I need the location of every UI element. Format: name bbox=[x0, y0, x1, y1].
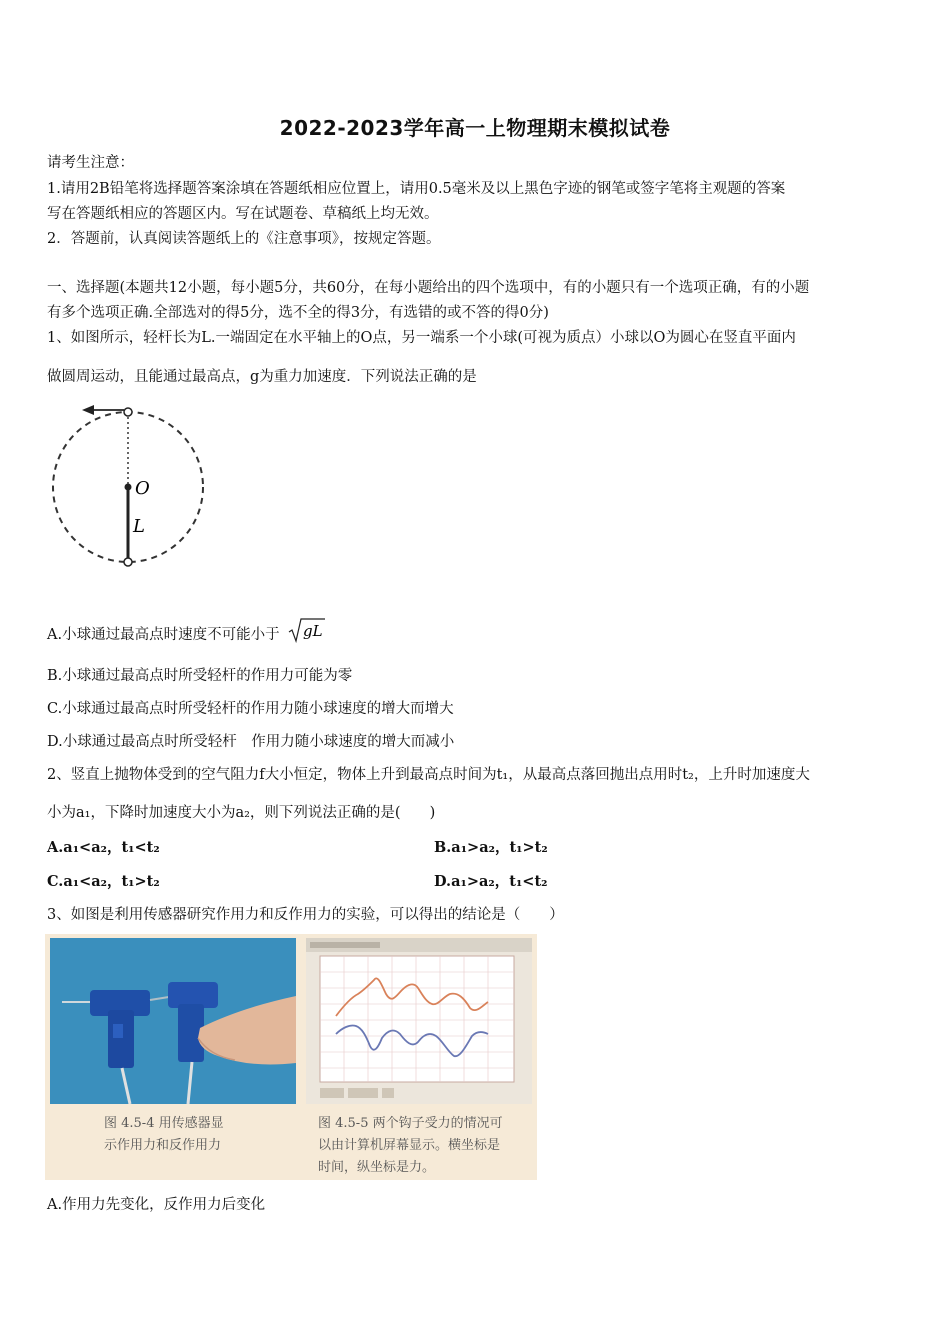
q3-stem: 3、如图是利用传感器研究作用力和反作用力的实验，可以得出的结论是（ ） bbox=[47, 907, 564, 923]
sqrt-gl-formula bbox=[288, 617, 326, 643]
caption-right-line-1: 图 4.5-5 两个钩子受力的情况可 bbox=[318, 1116, 503, 1131]
caption-right-line-3: 时间，纵坐标是力。 bbox=[318, 1160, 436, 1175]
q2-stem-line-1: 2、竖直上抛物体受到的空气阻力f大小恒定，物体上升到最高点时间为t₁，从最高点落回抛出点用时t₂，上升时加速度大 bbox=[47, 767, 810, 783]
page-title: 2022-2023学年高一上物理期末模拟试卷 bbox=[279, 116, 671, 140]
q2-option-b: B.a₁>a₂，t₁>t₂ bbox=[434, 839, 548, 856]
q1-option-c: C.小球通过最高点时所受轻杆的作用力随小球速度的增大而增大 bbox=[47, 701, 454, 717]
q2-option-c: C.a₁<a₂，t₁>t₂ bbox=[47, 873, 160, 890]
q1-option-a bbox=[47, 617, 326, 644]
caption-left-line-2: 示作用力和反作用力 bbox=[104, 1138, 222, 1153]
q1-stem-line-2: 做圆周运动，且能通过最高点，g为重力加速度．下列说法正确的是 bbox=[47, 369, 477, 385]
sensor-photo bbox=[50, 938, 296, 1104]
pivot-point bbox=[125, 484, 132, 491]
sqrt-sign-icon bbox=[288, 617, 326, 643]
ball-bottom bbox=[124, 558, 132, 566]
velocity-arrow-head bbox=[82, 405, 94, 415]
q1-stem-line-1: 1、如图所示，轻杆长为L.一端固定在水平轴上的O点，另一端系一个小球(可视为质点）小球以O为圆心在竖直平面内 bbox=[47, 330, 796, 346]
q2-option-d: D.a₁>a₂，t₁<t₂ bbox=[434, 873, 548, 890]
q2-option-a: A.a₁<a₂，t₁<t₂ bbox=[47, 839, 160, 856]
q2-stem-line-2: 小为a₁，下降时加速度大小为a₂，则下列说法正确的是( ) bbox=[47, 805, 436, 821]
sensor-illustration bbox=[50, 938, 296, 1104]
computer-screen-graph bbox=[306, 938, 532, 1104]
svg-text:gL: gL bbox=[303, 622, 323, 640]
notice-item-1-line-1: 1.请用2B铅笔将选择题答案涂填在答题纸相应位置上，请用0.5毫米及以上黑色字迹的钢笔或签字笔将主观题的答案 bbox=[47, 181, 786, 197]
ball-top bbox=[124, 408, 132, 416]
q1-option-a-text: A.小球通过最高点时速度不可能小于 bbox=[47, 627, 280, 643]
caption-right-line-2: 以由计算机屏幕显示。横坐标是 bbox=[318, 1138, 501, 1153]
label-L: L bbox=[133, 516, 145, 537]
section-header-line-2: 有多个选项正确.全部选对的得5分，选不全的得3分，有选错的或不答的得0分) bbox=[47, 305, 549, 321]
notice-heading: 请考生注意： bbox=[47, 155, 134, 171]
q1-circle-figure bbox=[40, 400, 220, 575]
label-O: O bbox=[135, 478, 150, 499]
notice-item-1-line-2: 写在答题纸相应的答题区内。写在试题卷、草稿纸上均无效。 bbox=[47, 206, 439, 222]
section-header-line-1: 一、选择题(本题共12小题，每小题5分，共60分，在每小题给出的四个选项中，有的小题只有一个选项正确，有的小题 bbox=[47, 280, 810, 296]
caption-left-line-1: 图 4.5-4 用传感器显 bbox=[104, 1116, 224, 1131]
force-time-graph bbox=[306, 938, 532, 1104]
q1-option-d: D.小球通过最高点时所受轻杆 作用力随小球速度的增大而减小 bbox=[47, 734, 455, 750]
q1-option-b: B.小球通过最高点时所受轻杆的作用力可能为零 bbox=[47, 668, 353, 684]
q3-option-a: A.作用力先变化，反作用力后变化 bbox=[47, 1197, 266, 1213]
notice-item-2: 2．答题前，认真阅读答题纸上的《注意事项》，按规定答题。 bbox=[47, 231, 441, 247]
